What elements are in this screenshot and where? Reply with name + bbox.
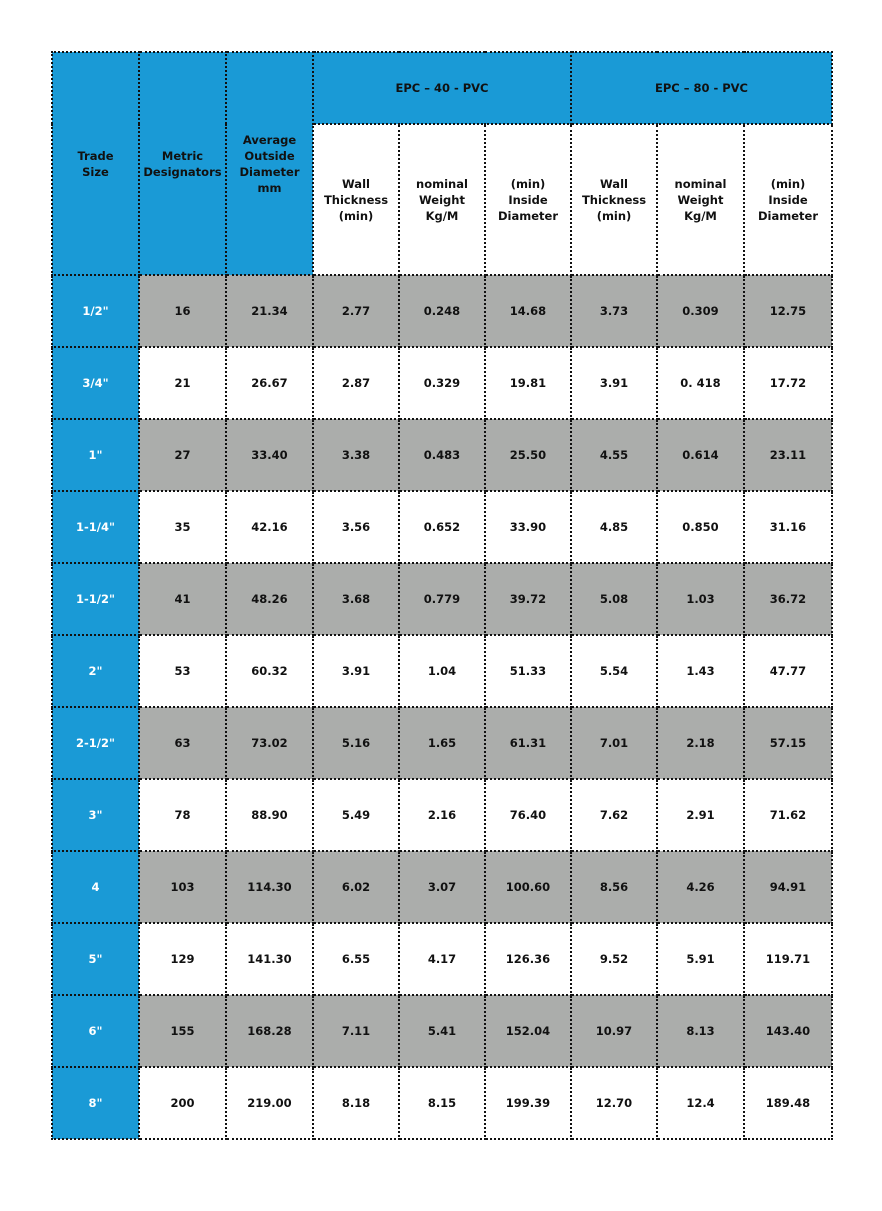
metric-designator-cell: 53 [139,635,226,707]
table-row [52,707,832,779]
outside-diameter-cell: 26.67 [226,347,313,419]
epc40-nominal-weight-cell: 1.65 [399,707,485,779]
epc40-wall-thickness-cell: 3.38 [313,419,399,491]
epc80-wall-thickness-cell: 10.97 [571,995,657,1067]
epc40-inside-diameter-cell: 76.40 [485,779,571,851]
table-row [52,347,832,419]
table-row [52,923,832,995]
epc40-nominal-weight-cell: 2.16 [399,779,485,851]
epc40-nominal-weight-cell: 5.41 [399,995,485,1067]
metric-designator-cell: 155 [139,995,226,1067]
outside-diameter-cell: 141.30 [226,923,313,995]
header-metric-designators: Metric Designators [139,52,226,275]
trade-size-cell: 8" [52,1067,139,1139]
epc80-nominal-weight-cell: 0. 418 [657,347,744,419]
outside-diameter-cell: 88.90 [226,779,313,851]
epc40-wall-thickness-cell: 5.49 [313,779,399,851]
epc80-nominal-weight-cell: 2.91 [657,779,744,851]
epc80-inside-diameter-cell: 94.91 [744,851,832,923]
header-epc40-nominal-weight: nominal Weight Kg/M [399,124,485,275]
epc80-wall-thickness-cell: 7.01 [571,707,657,779]
epc40-wall-thickness-cell: 7.11 [313,995,399,1067]
epc40-wall-thickness-cell: 3.91 [313,635,399,707]
outside-diameter-cell: 48.26 [226,563,313,635]
epc40-inside-diameter-cell: 19.81 [485,347,571,419]
epc40-inside-diameter-cell: 39.72 [485,563,571,635]
epc40-nominal-weight-cell: 1.04 [399,635,485,707]
epc80-inside-diameter-cell: 189.48 [744,1067,832,1139]
metric-designator-cell: 129 [139,923,226,995]
epc80-wall-thickness-cell: 8.56 [571,851,657,923]
metric-designator-cell: 21 [139,347,226,419]
epc40-inside-diameter-cell: 61.31 [485,707,571,779]
header-epc80-wall-thickness: Wall Thickness (min) [571,124,657,275]
epc40-inside-diameter-cell: 126.36 [485,923,571,995]
metric-designator-cell: 27 [139,419,226,491]
epc80-nominal-weight-cell: 0.850 [657,491,744,563]
epc40-nominal-weight-cell: 0.779 [399,563,485,635]
epc40-wall-thickness-cell: 3.56 [313,491,399,563]
epc40-wall-thickness-cell: 2.77 [313,275,399,347]
table-row [52,1067,832,1139]
table-row [52,563,832,635]
trade-size-cell: 4 [52,851,139,923]
epc80-wall-thickness-cell: 4.55 [571,419,657,491]
epc40-nominal-weight-cell: 3.07 [399,851,485,923]
epc40-inside-diameter-cell: 14.68 [485,275,571,347]
table-row [52,275,832,347]
epc80-nominal-weight-cell: 0.309 [657,275,744,347]
epc80-nominal-weight-cell: 0.614 [657,419,744,491]
epc80-nominal-weight-cell: 5.91 [657,923,744,995]
epc80-wall-thickness-cell: 5.08 [571,563,657,635]
pvc-spec-table [51,51,833,1140]
trade-size-cell: 1" [52,419,139,491]
epc40-nominal-weight-cell: 0.483 [399,419,485,491]
epc80-wall-thickness-cell: 3.91 [571,347,657,419]
trade-size-cell: 2-1/2" [52,707,139,779]
table-row [52,491,832,563]
epc80-inside-diameter-cell: 47.77 [744,635,832,707]
metric-designator-cell: 16 [139,275,226,347]
epc80-inside-diameter-cell: 57.15 [744,707,832,779]
header-group-epc40: EPC – 40 - PVC [313,52,571,124]
trade-size-cell: 1-1/2" [52,563,139,635]
epc40-inside-diameter-cell: 33.90 [485,491,571,563]
epc80-inside-diameter-cell: 12.75 [744,275,832,347]
outside-diameter-cell: 219.00 [226,1067,313,1139]
epc80-inside-diameter-cell: 23.11 [744,419,832,491]
metric-designator-cell: 63 [139,707,226,779]
epc80-inside-diameter-cell: 31.16 [744,491,832,563]
metric-designator-cell: 103 [139,851,226,923]
header-epc80-inside-diameter: (min) Inside Diameter [744,124,832,275]
outside-diameter-cell: 60.32 [226,635,313,707]
epc40-inside-diameter-cell: 51.33 [485,635,571,707]
epc40-nominal-weight-cell: 8.15 [399,1067,485,1139]
metric-designator-cell: 78 [139,779,226,851]
epc40-nominal-weight-cell: 4.17 [399,923,485,995]
table-row [52,419,832,491]
header-epc40-wall-thickness: Wall Thickness (min) [313,124,399,275]
epc80-inside-diameter-cell: 119.71 [744,923,832,995]
epc40-inside-diameter-cell: 25.50 [485,419,571,491]
epc80-wall-thickness-cell: 9.52 [571,923,657,995]
epc40-nominal-weight-cell: 0.329 [399,347,485,419]
epc40-inside-diameter-cell: 100.60 [485,851,571,923]
epc40-wall-thickness-cell: 6.55 [313,923,399,995]
epc40-inside-diameter-cell: 152.04 [485,995,571,1067]
epc80-nominal-weight-cell: 12.4 [657,1067,744,1139]
epc40-wall-thickness-cell: 2.87 [313,347,399,419]
epc80-inside-diameter-cell: 17.72 [744,347,832,419]
epc40-wall-thickness-cell: 6.02 [313,851,399,923]
epc40-wall-thickness-cell: 5.16 [313,707,399,779]
header-row-group [52,52,832,124]
trade-size-cell: 5" [52,923,139,995]
epc80-nominal-weight-cell: 1.43 [657,635,744,707]
epc80-nominal-weight-cell: 2.18 [657,707,744,779]
outside-diameter-cell: 21.34 [226,275,313,347]
trade-size-cell: 6" [52,995,139,1067]
trade-size-cell: 3" [52,779,139,851]
outside-diameter-cell: 33.40 [226,419,313,491]
header-epc40-inside-diameter: (min) Inside Diameter [485,124,571,275]
epc80-wall-thickness-cell: 12.70 [571,1067,657,1139]
trade-size-cell: 1/2" [52,275,139,347]
table-body [52,275,832,1139]
epc80-nominal-weight-cell: 4.26 [657,851,744,923]
table-row [52,635,832,707]
epc80-inside-diameter-cell: 143.40 [744,995,832,1067]
epc80-inside-diameter-cell: 36.72 [744,563,832,635]
outside-diameter-cell: 114.30 [226,851,313,923]
trade-size-cell: 2" [52,635,139,707]
outside-diameter-cell: 73.02 [226,707,313,779]
epc40-wall-thickness-cell: 8.18 [313,1067,399,1139]
epc40-wall-thickness-cell: 3.68 [313,563,399,635]
metric-designator-cell: 35 [139,491,226,563]
epc80-wall-thickness-cell: 3.73 [571,275,657,347]
epc40-nominal-weight-cell: 0.652 [399,491,485,563]
header-average-outside-diameter: Average Outside Diameter mm [226,52,313,275]
metric-designator-cell: 41 [139,563,226,635]
epc40-nominal-weight-cell: 0.248 [399,275,485,347]
outside-diameter-cell: 42.16 [226,491,313,563]
trade-size-cell: 1-1/4" [52,491,139,563]
header-group-epc80: EPC – 80 - PVC [571,52,832,124]
epc80-nominal-weight-cell: 8.13 [657,995,744,1067]
table-row [52,851,832,923]
epc80-inside-diameter-cell: 71.62 [744,779,832,851]
table-row [52,779,832,851]
epc80-wall-thickness-cell: 5.54 [571,635,657,707]
epc80-nominal-weight-cell: 1.03 [657,563,744,635]
epc80-wall-thickness-cell: 7.62 [571,779,657,851]
table-row [52,995,832,1067]
header-epc80-nominal-weight: nominal Weight Kg/M [657,124,744,275]
epc40-inside-diameter-cell: 199.39 [485,1067,571,1139]
header-trade-size: Trade Size [52,52,139,275]
metric-designator-cell: 200 [139,1067,226,1139]
outside-diameter-cell: 168.28 [226,995,313,1067]
epc80-wall-thickness-cell: 4.85 [571,491,657,563]
trade-size-cell: 3/4" [52,347,139,419]
